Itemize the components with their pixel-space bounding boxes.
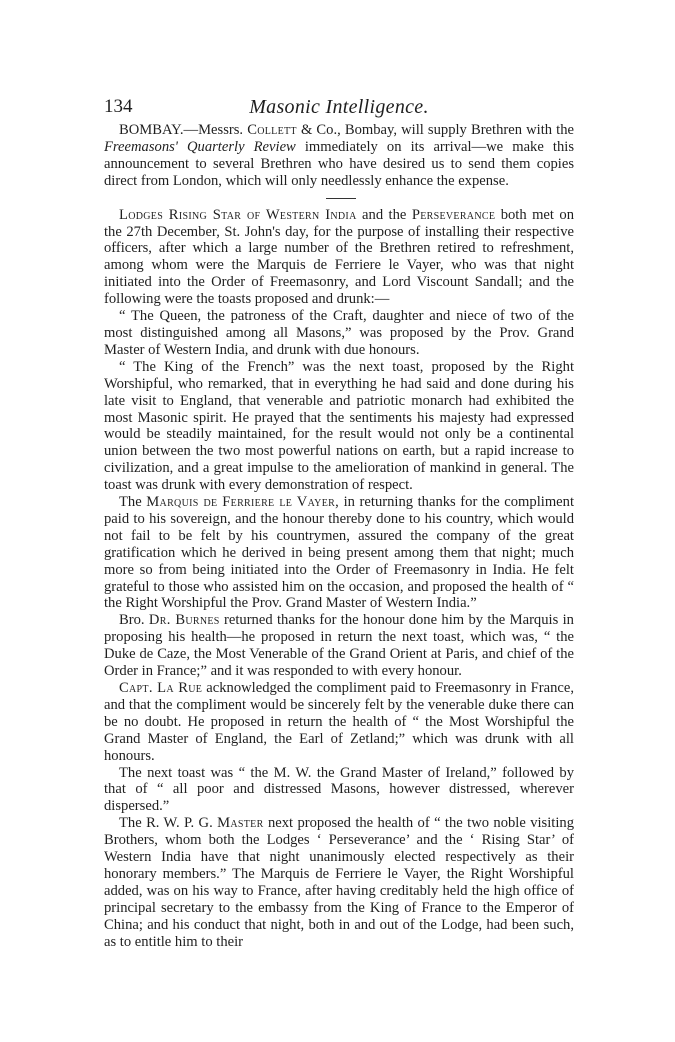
running-title: Masonic Intelligence. <box>249 96 429 118</box>
paragraph-toast-king: “ The King of the French” was the next toast, proposed by the Right Worshipful, who remarked, that in everything he had said and done during his late visit to England, that venerable and patriotic monarch had exhibited the most Masonic spirit. He prayed that the sentiments his majesty had expressed would be steadily maintained, for the result would not only be a continental union between the two most powerful nations on earth, but a rapid increase to civilization, and a great impulse to the amelioration of mankind in general. The toast was drunk with every demonstration of respect. <box>104 358 574 494</box>
paragraph-lodges: Lodges Rising Star of Western India and the Perseverance both met on the 27th December, St. John's day, for the purpose of installing their respective officers, after which a large number of the Brethren retired to refreshment, among whom were the Marquis de Ferriere le Vayer, who was that night initiated into the Order of Freemasonry, and Lord Viscount Sandall; and the following were the toasts proposed and drunk:— <box>104 206 574 308</box>
document-page <box>104 96 574 951</box>
paragraph-dr-burnes: Bro. Dr. Burnes returned thanks for the honour done him by the Marquis in proposing his health—he proposed in return the next toast, which was, “ the Duke de Caze, the Most Venerable of the Grand Orient at Paris, and chief of the Order in France;” and it was responded to with every honour. <box>104 612 574 680</box>
page-number: 134 <box>104 96 133 117</box>
paragraph-bombay: BOMBAY.—Messrs. Collett & Co., Bombay, will supply Brethren with the Freemasons' Quarterly Review immediately on its arrival—we make this announcement to several Brethren who have desired us to send them copies direct from London, which will only needlessly enhance the expense. <box>104 122 575 189</box>
paragraph-capt-la-rue: Capt. La Rue acknowledged the compliment paid to Freemasonry in France, and that the compliment would be sincerely felt by the venerable duke there can be no doubt. He proposed in return the health of “ the Most Worshipful the Grand Master of England, the Earl of Zetland;” which was drunk with all honours. <box>104 680 574 764</box>
firm-name: Collett <box>247 122 297 138</box>
page-header <box>104 96 574 122</box>
paragraph-honorary-members: The R. W. P. G. Master next proposed the health of “ the two noble visiting Brothers, whom both the Lodges ‘ Perseverance’ and the ‘ Rising Star’ of Western India have that night unanimously elected respectively as their honorary members.” The Marquis de Ferriere le Vayer, the Right Worshipful added, was on his way to France, after having creditably held the high office of principal secretary to the embassy from the King of France to the Emperor of China; and his conduct that night, both in and out of the Lodge, had been such, as to entitle him to their <box>104 815 574 950</box>
paragraph-marquis-reply: The Marquis de Ferriere le Vayer, in returning thanks for the compliment paid to his sovereign, and the honour thereby done to his country, which would not fail to be felt by his countrymen, assured the company of the great gratification which he derived in being present among them that night; much more so from being initiated into the Order of Freemasonry in India. He felt grateful to those who assisted him on the occasion, and proposed the health of “ the Right Worshipful the Prov. Grand Master of Western India.” <box>104 494 574 612</box>
paragraph-grand-master-ireland: The next toast was “ the M. W. the Grand Master of Ireland,” followed by that of “ all poor and distressed Masons, however distressed, wherever dispersed.” <box>104 764 574 815</box>
section-divider <box>326 198 356 199</box>
capt-la-rue-name: Capt. La Rue <box>119 680 203 696</box>
master-title: Master <box>217 815 264 832</box>
lodge-name-perseverance: Perseverance <box>411 206 496 223</box>
dr-burnes-name: Dr. Burnes <box>148 612 220 629</box>
paragraph-toast-queen: “ The Queen, the patroness of the Craft, daughter and niece of two of the most distinguished among all Masons,” was proposed by the Prov. Grand Master of Western India, and drunk with due honours. <box>104 308 574 358</box>
lodge-name-rising-star: Lodges Rising Star of Western India <box>119 206 357 223</box>
review-title: Freemasons' Quarterly Review <box>104 138 296 155</box>
marquis-name: Marquis de Ferriere le Vayer, <box>146 494 340 511</box>
